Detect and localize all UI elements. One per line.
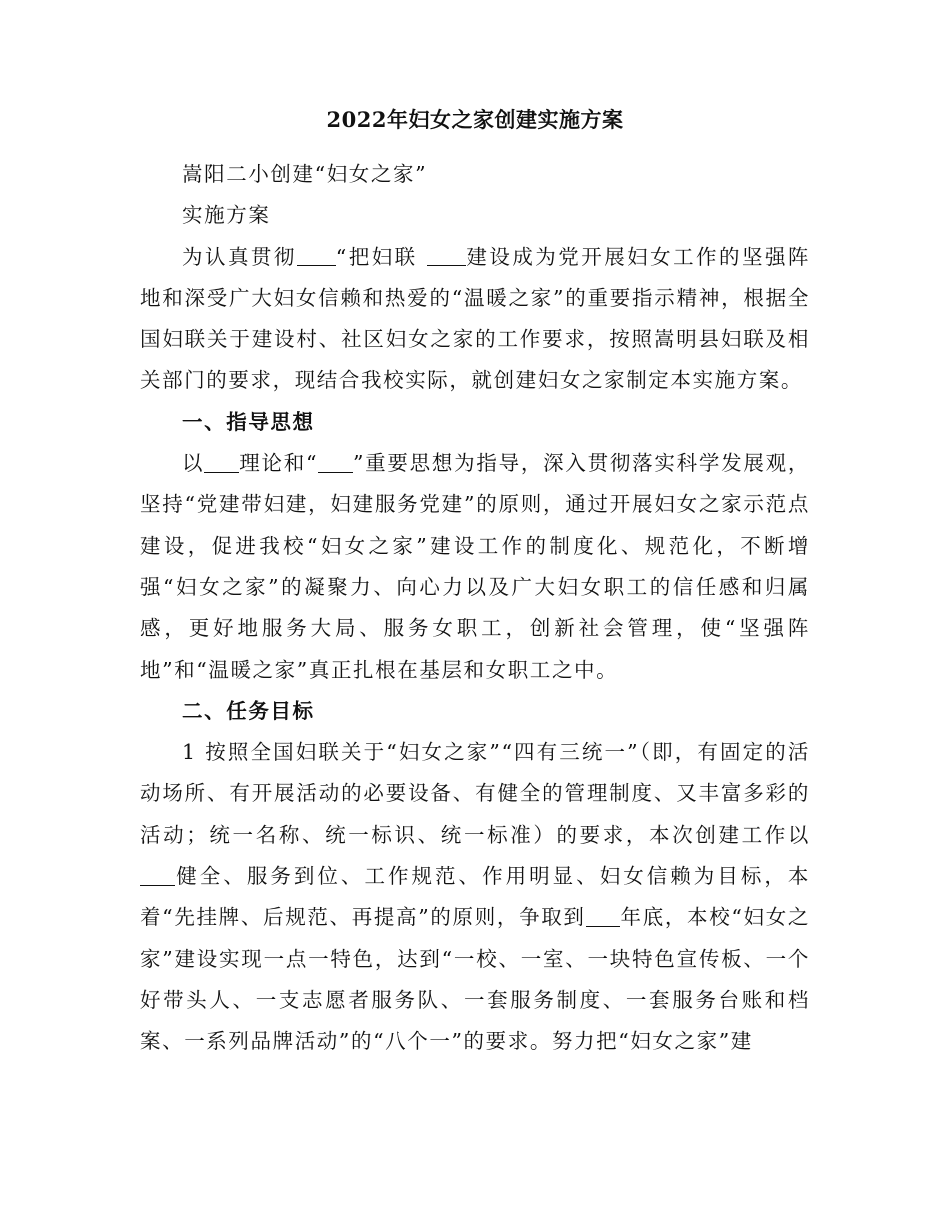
section-heading-task-goals: 二、任务目标 — [182, 698, 315, 723]
document-title: 2022年妇女之家创建实施方案 — [326, 107, 624, 132]
intro-text-1: 为认真贯彻 — [182, 244, 297, 269]
blank-underline — [586, 904, 621, 927]
subtitle-line-2: 实施方案 — [182, 203, 271, 228]
section-heading-guiding-ideology: 一、指导思想 — [182, 409, 315, 434]
document-body — [140, 154, 810, 1063]
intro-text-3: 建设成为党开展妇女工作的坚强阵地和深受广大妇女信赖和热爱的“温暖之家”的重要指示精神，根据全国妇联关于建设村、社区妇女之家的工作要求，按照嵩明县妇联及相关部门的要求，现结合我校实际，就创建妇女之家制定本实施方案。 — [140, 244, 811, 393]
intro-paragraph — [140, 237, 810, 402]
task-goals-paragraph — [140, 732, 810, 1062]
section2-text-2: 健全、服务到位、工作规范、作用明显、妇女信赖为目标，本着“先挂牌、后规范、再提高”的原则，争取到 — [140, 864, 810, 930]
section2-text-1: 1 按照全国妇联关于“妇女之家”“四有三统一”（即，有固定的活动场所、有开展活动的必要设备、有健全的管理制度、又丰富多彩的活动；统一名称、统一标识、统一标准）的要求，本次创建工作以 — [140, 740, 810, 847]
section1-text-3: ”重要思想为指导，深入贯彻落实科学发展观，坚持“党建带妇建，妇建服务党建”的原则，通过开展妇女之家示范点建设，促进我校“妇女之家”建设工作的制度化、规范化，不断增强“妇女之家”的凝聚力、向心力以及广大妇女职工的信任感和归属感，更好地服务大局、服务女职工，创新社会管理，使“坚强阵地”和“温暖之家”真正扎根在基层和女职工之中。 — [140, 451, 810, 682]
subtitle-line-1: 嵩阳二小创建“妇女之家” — [182, 162, 428, 186]
blank-underline — [204, 450, 239, 473]
blank-underline — [427, 244, 466, 267]
guiding-ideology-paragraph — [140, 443, 810, 691]
intro-text-2: “把妇联 — [335, 244, 418, 269]
blank-underline — [297, 244, 336, 267]
section1-text-1: 以 — [182, 451, 205, 476]
blank-underline — [318, 450, 353, 473]
section1-text-2: 理论和“ — [239, 451, 319, 476]
blank-underline — [140, 863, 175, 886]
section2-text-3: 年底，本校“妇女之家”建设实现一点一特色，达到“一校、一室、一块特色宣传板、一个好带头人、一支志愿者服务队、一套服务制度、一套服务台账和档案、一系列品牌活动”的“八个一”的要求。努力把“妇女之家”建 — [140, 905, 810, 1054]
